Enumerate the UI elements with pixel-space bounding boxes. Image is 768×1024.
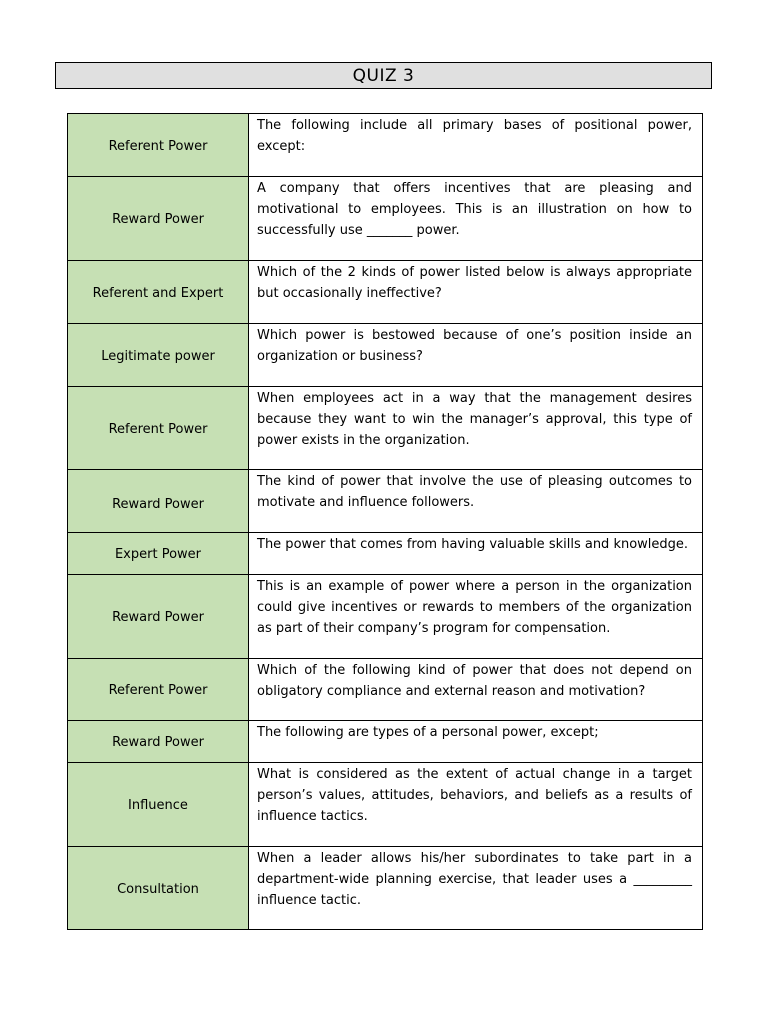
table-row xyxy=(68,721,703,763)
answer-cell: Reward Power xyxy=(68,470,249,533)
table-row xyxy=(68,470,703,533)
question-cell: When employees act in a way that the management desires because they want to win the manager’s approval, this type of power exists in the organization. xyxy=(249,387,703,470)
question-cell: Which of the following kind of power that does not depend on obligatory compliance and external reason and motivation? xyxy=(249,659,703,721)
question-cell: The following include all primary bases of positional power, except: xyxy=(249,114,703,177)
question-cell: A company that offers incentives that are pleasing and motivational to employees. This is an illustration on how to successfully use _______ power. xyxy=(249,177,703,261)
question-cell: The kind of power that involve the use of pleasing outcomes to motivate and influence followers. xyxy=(249,470,703,533)
answer-cell: Legitimate power xyxy=(68,324,249,387)
answer-cell: Reward Power xyxy=(68,575,249,659)
answer-cell: Reward Power xyxy=(68,177,249,261)
answer-cell: Referent Power xyxy=(68,659,249,721)
answer-cell: Referent Power xyxy=(68,114,249,177)
table-row xyxy=(68,261,703,324)
table-row xyxy=(68,387,703,470)
table-row xyxy=(68,847,703,930)
table-row xyxy=(68,177,703,261)
answer-cell: Referent and Expert xyxy=(68,261,249,324)
table-row xyxy=(68,763,703,847)
question-cell: Which power is bestowed because of one’s position inside an organization or business? xyxy=(249,324,703,387)
answer-cell: Referent Power xyxy=(68,387,249,470)
answer-cell: Consultation xyxy=(68,847,249,930)
table-row xyxy=(68,114,703,177)
quiz-table xyxy=(67,113,703,930)
page-title: QUIZ 3 xyxy=(55,62,712,89)
question-cell: The power that comes from having valuable skills and knowledge. xyxy=(249,533,703,575)
table-row xyxy=(68,575,703,659)
question-cell: This is an example of power where a person in the organization could give incentives or rewards to members of the organization as part of their company’s program for compensation. xyxy=(249,575,703,659)
answer-cell: Expert Power xyxy=(68,533,249,575)
answer-cell: Reward Power xyxy=(68,721,249,763)
answer-cell: Influence xyxy=(68,763,249,847)
table-row xyxy=(68,659,703,721)
table-row xyxy=(68,533,703,575)
table-row xyxy=(68,324,703,387)
question-cell: Which of the 2 kinds of power listed below is always appropriate but occasionally ineffective? xyxy=(249,261,703,324)
question-cell: What is considered as the extent of actual change in a target person’s values, attitudes, behaviors, and beliefs as a results of influence tactics. xyxy=(249,763,703,847)
question-cell: The following are types of a personal power, except; xyxy=(249,721,703,763)
question-cell: When a leader allows his/her subordinates to take part in a department-wide planning exercise, that leader uses a _________ influence tactic. xyxy=(249,847,703,930)
